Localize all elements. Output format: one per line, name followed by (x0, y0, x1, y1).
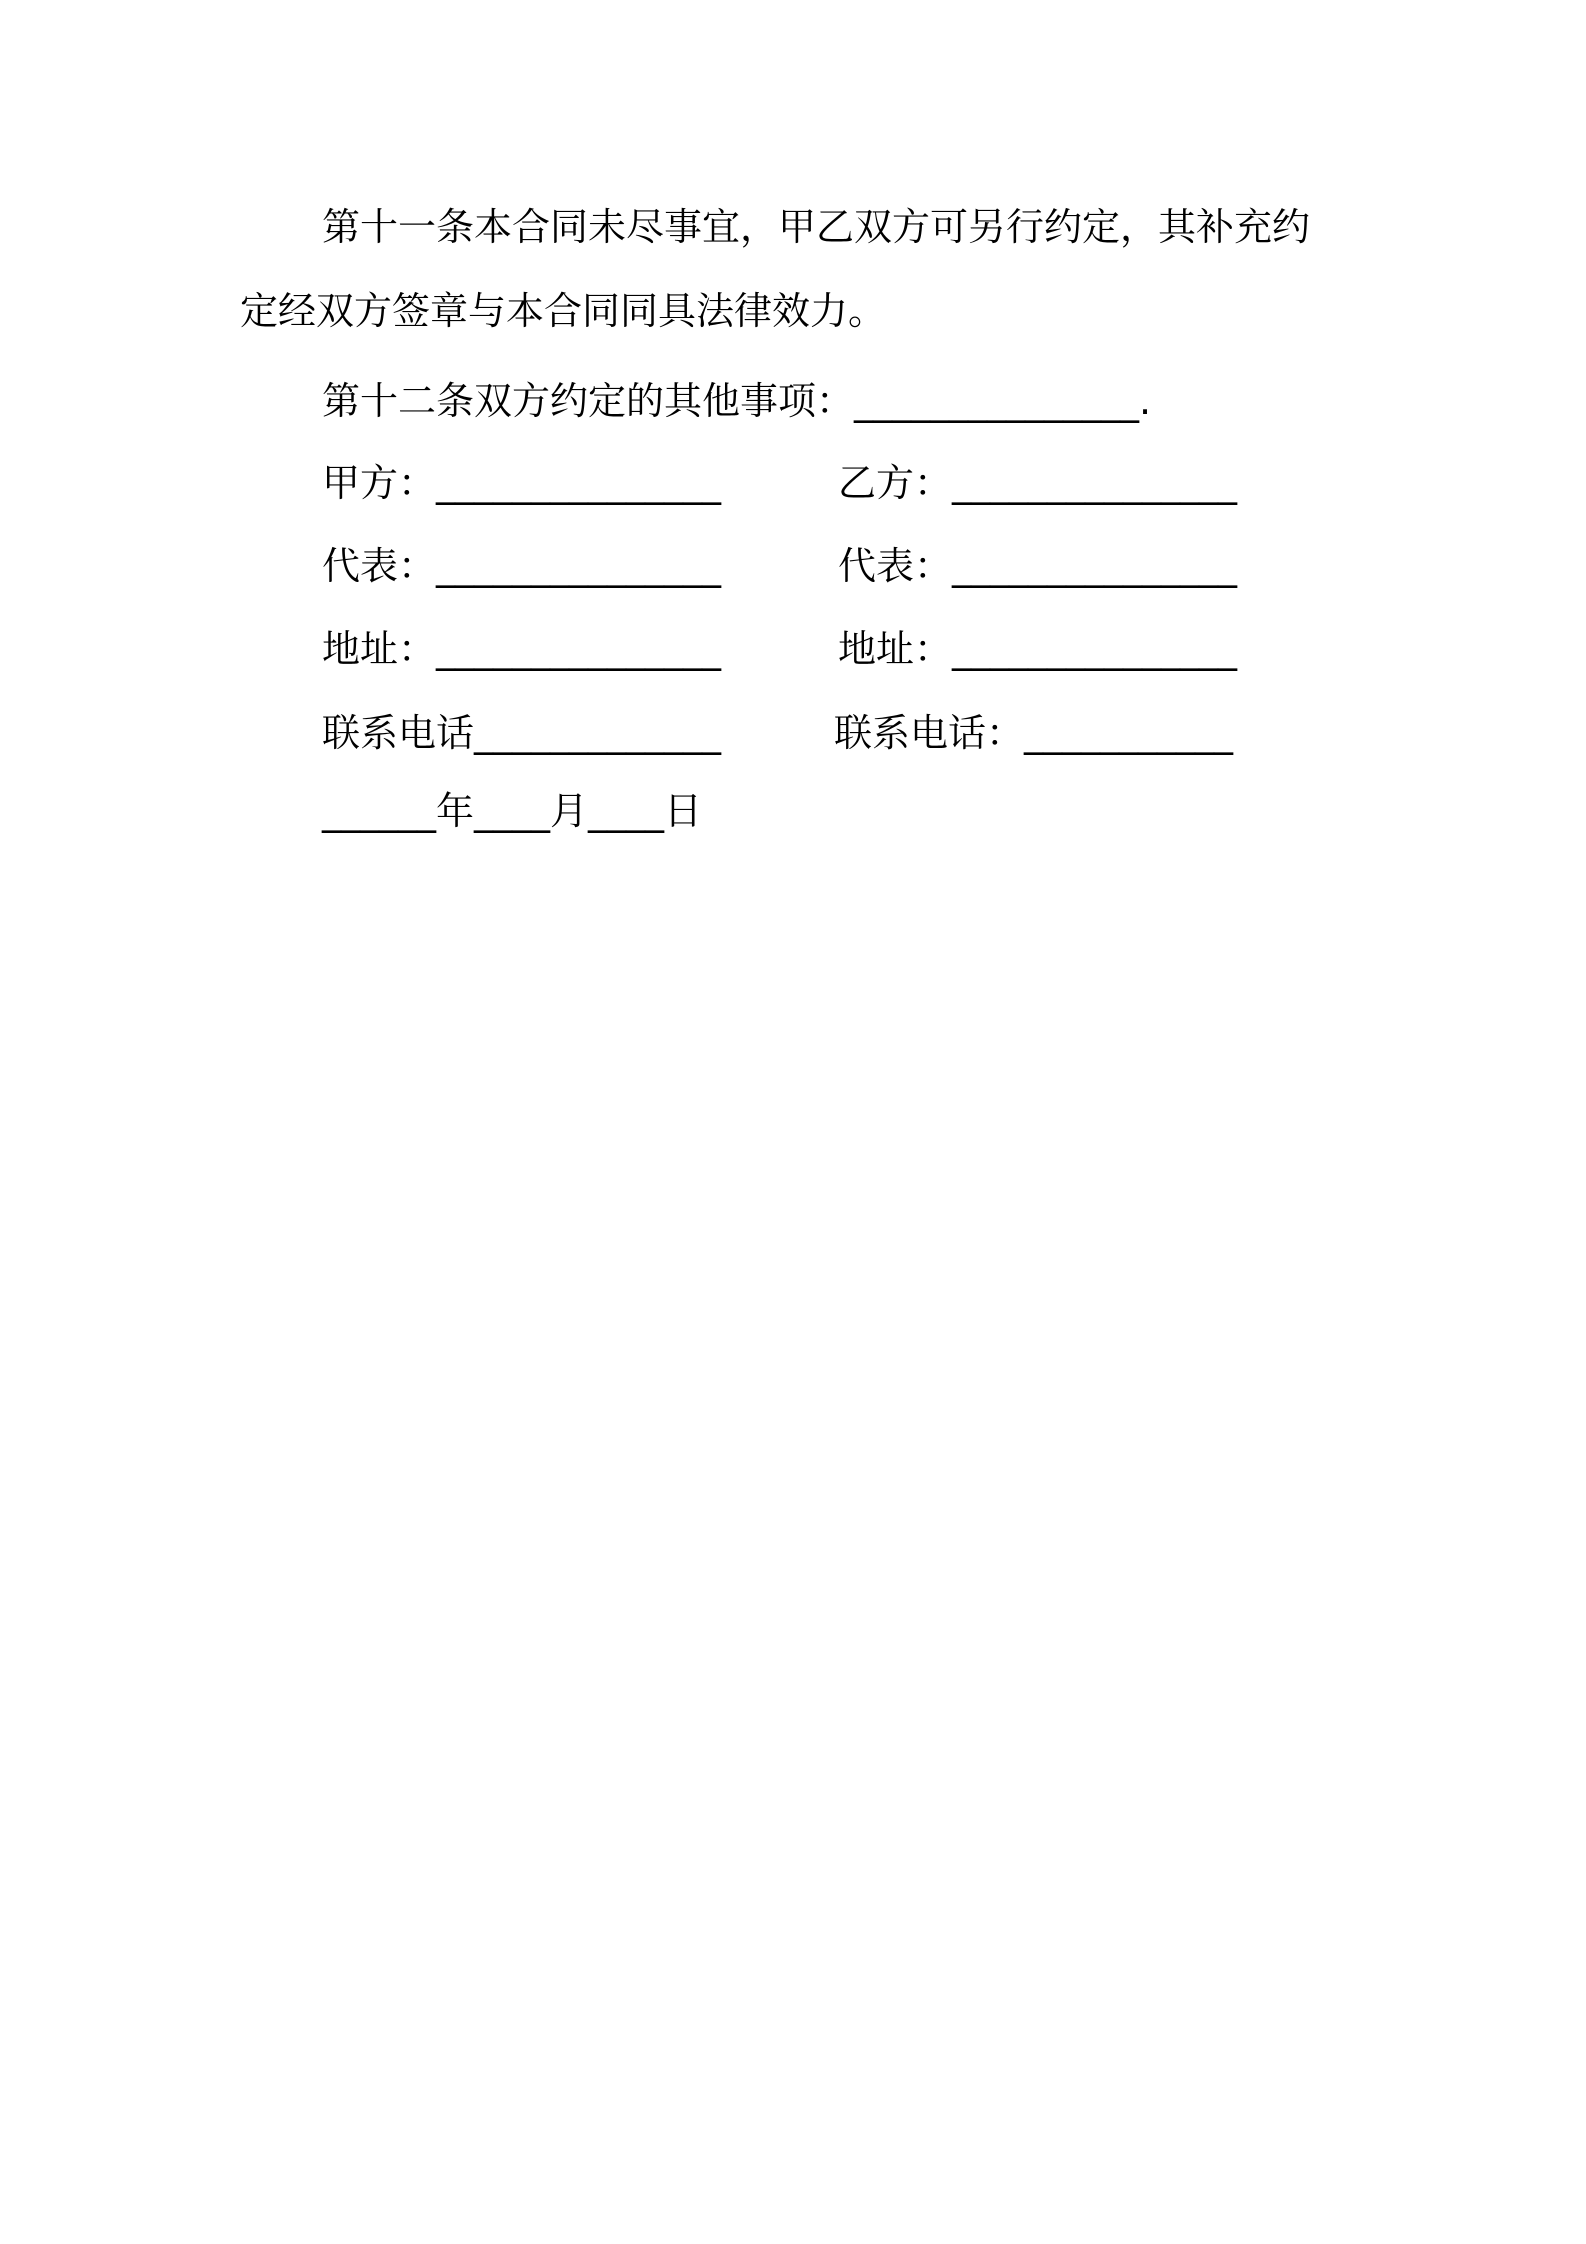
phone-b-field: 联系电话：___________ (834, 711, 1234, 755)
clause-11-line-1: 第十一条本合同未尽事宜，甲乙双方可另行约定，其补充约 (322, 205, 1311, 249)
clause-11-line-2: 定经双方签章与本合同同具法律效力。 (240, 289, 887, 333)
party-a-field: 甲方：_______________ (322, 461, 722, 505)
date-field: ______年____月____日 (322, 789, 703, 833)
representative-a-field: 代表：_______________ (322, 544, 722, 588)
address-a-field: 地址：_______________ (322, 627, 722, 671)
representative-b-field: 代表：_______________ (838, 544, 1238, 588)
phone-a-field: 联系电话_____________ (322, 711, 722, 755)
address-b-field: 地址：_______________ (838, 627, 1238, 671)
party-b-field: 乙方：_______________ (838, 461, 1238, 505)
clause-12: 第十二条双方约定的其他事项：_______________. (322, 379, 1152, 423)
